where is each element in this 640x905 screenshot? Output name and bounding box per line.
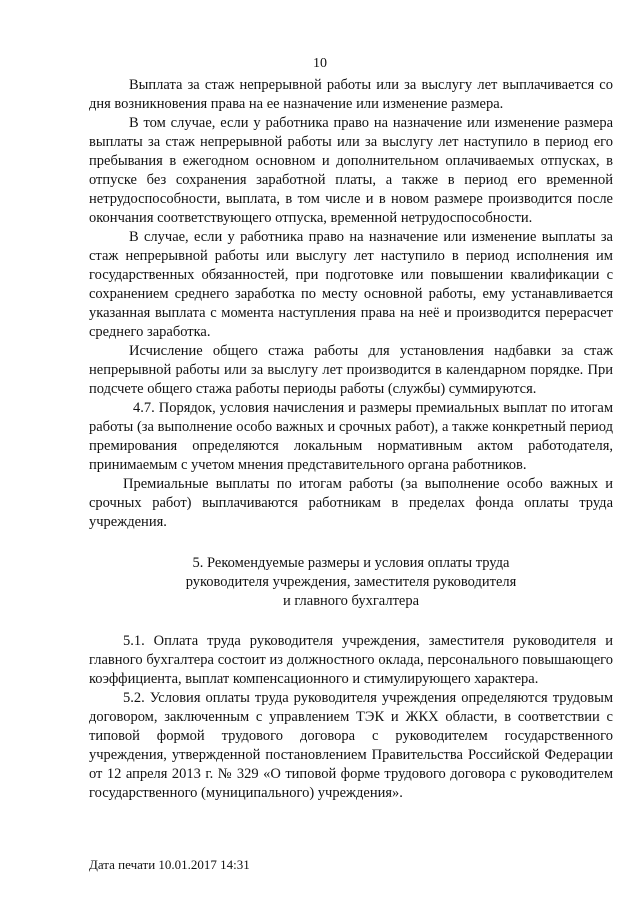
document-body bbox=[89, 76, 613, 803]
paragraph-vacation-case: В том случае, если у работника право на назначение или изменение размера выплаты за стаж непрерывной работы или за выслугу лет наступило в период его пребывания в ежегодном основном и дополнительном оплачиваемых отпусках, в отпуске без сохранения заработной платы, а также в период его временной нетрудоспособности, выплата, в том числе и в новом размере производится после окончания соответствующего отпуска, временной нетрудоспособности. bbox=[89, 115, 613, 226]
section-5-heading bbox=[89, 554, 613, 611]
paragraph-4-7-bonus-procedure: 4.7. Порядок, условия начисления и размеры премиальных выплат по итогам работы (за выполнение особо важных и срочных работ), а также конкретный период премирования определяются локальным нормативным актом работодателя, принимаемым с учетом мнения представительного органа работников. bbox=[89, 400, 613, 473]
paragraph-bonus-payments: Премиальные выплаты по итогам работы (за выполнение особо важных и срочных работ) выплачиваются работникам в пределах фонда оплаты труда учреждения. bbox=[89, 476, 613, 530]
print-date-footer: Дата печати 10.01.2017 14:31 bbox=[89, 857, 250, 872]
page-number: 10 bbox=[313, 56, 327, 71]
paragraph-5-2: 5.2. Условия оплаты труда руководителя учреждения определяются трудовым договором, заключенным с управлением ТЭК и ЖКХ области, в соответствии с типовой формой трудового договора с руководителем государственного учреждения, утвержденной постановлением Правительства Российской Федерации от 12 апреля 2013 г. № 329 «О типовой форме трудового договора с руководителем государственного (муниципального) учреждения». bbox=[89, 690, 613, 801]
paragraph-long-service-payment: Выплата за стаж непрерывной работы или за выслугу лет выплачивается со дня возникновения права на ее назначение или изменение размера. bbox=[89, 77, 613, 112]
paragraph-5-1: 5.1. Оплата труда руководителя учреждения, заместителя руководителя и главного бухгалтера состоит из должностного оклада, персонального повышающего коэффициента, выплат компенсационного и стимулирующего характера. bbox=[89, 633, 613, 687]
section-heading-line: 5. Рекомендуемые размеры и условия оплаты труда bbox=[192, 555, 510, 571]
section-heading-line: руководителя учреждения, заместителя руководителя bbox=[185, 574, 517, 590]
section-heading-line: и главного бухгалтера bbox=[282, 593, 420, 609]
paragraph-total-service-calculation: Исчисление общего стажа работы для установления надбавки за стаж непрерывной работы или за выслугу лет производится в календарном порядке. При подсчете общего стажа работы периоды работы (службы) суммируются. bbox=[89, 343, 613, 397]
paragraph-state-duties-case: В случае, если у работника право на назначение или изменение выплаты за стаж непрерывной работы или выслугу лет наступило в период исполнения им государственных обязанностей, при подготовке или повышении квалификации с сохранением среднего заработка по месту основной работы, ему устанавливается указанная выплата с момента наступления права на неё и производится перерасчет среднего заработка. bbox=[89, 229, 613, 340]
